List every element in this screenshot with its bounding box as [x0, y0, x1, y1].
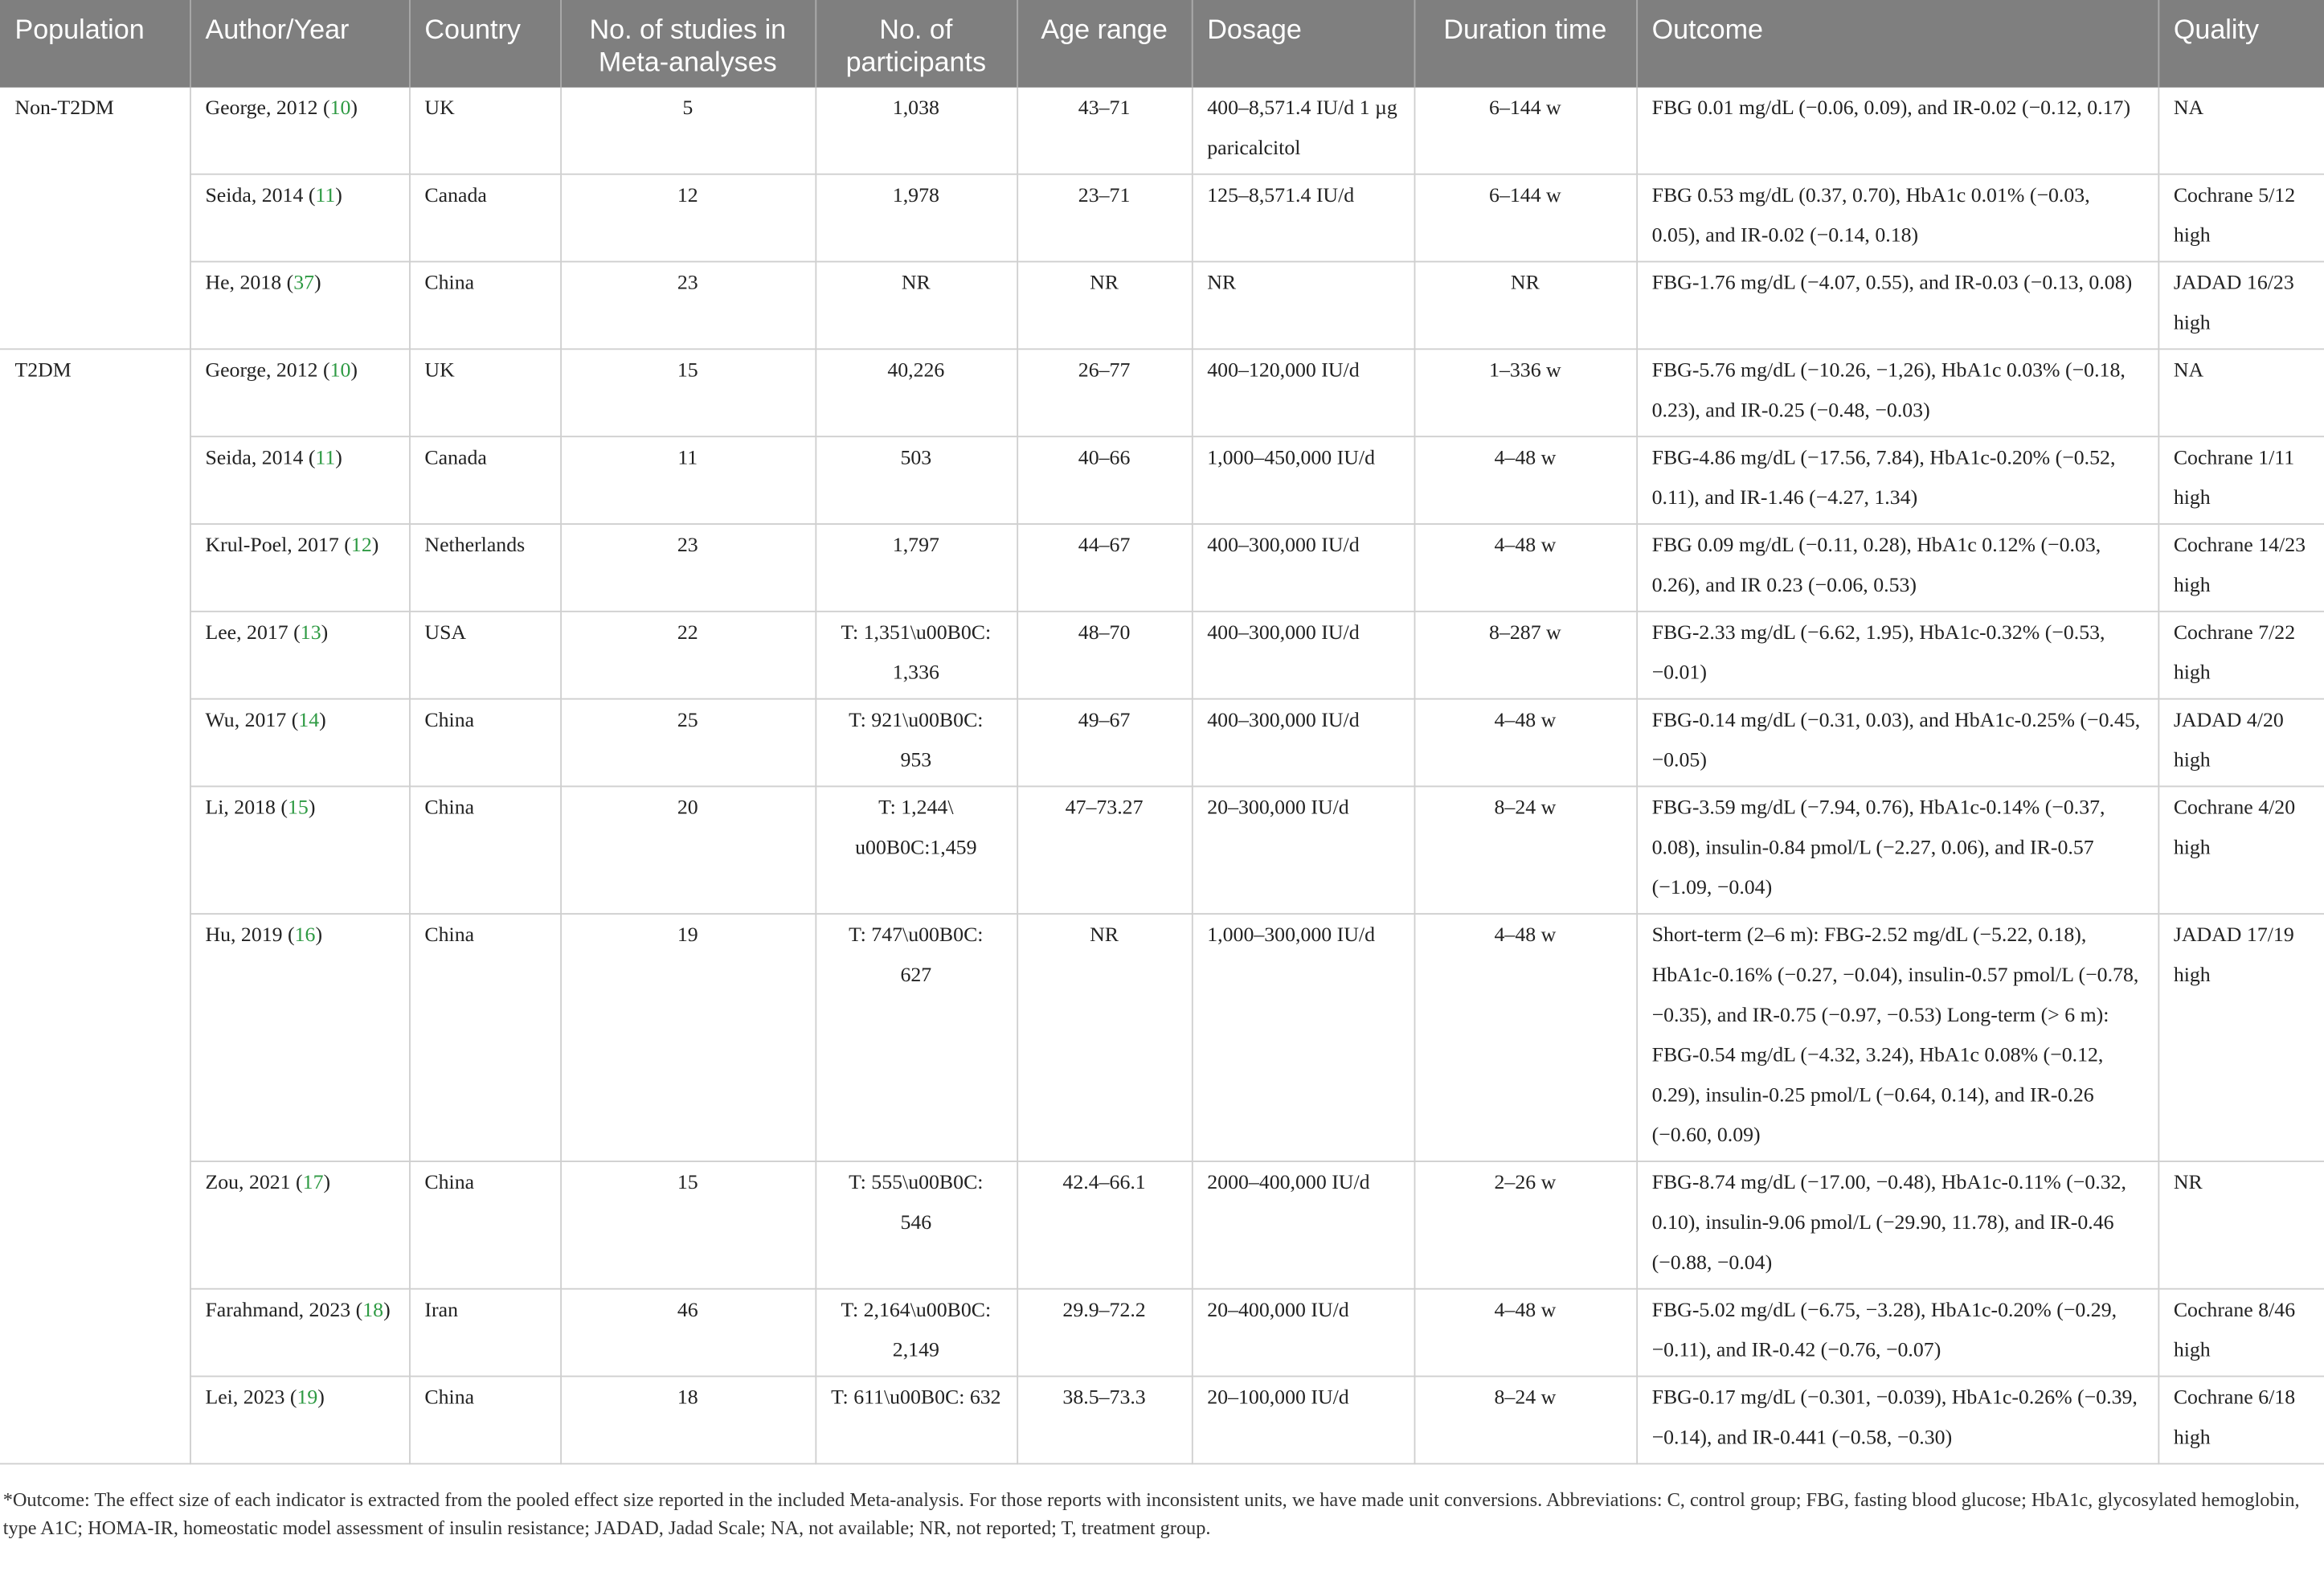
table-row — [0, 524, 2324, 612]
author-text-end: ) — [383, 1300, 391, 1323]
reference-link[interactable]: 11 — [315, 185, 336, 208]
cell-duration: 8–24 w — [1414, 1377, 1637, 1464]
cell-outcome: FBG-3.59 mg/dL (−7.94, 0.76), HbA1c-0.14% (−0.37, 0.08), insulin-0.84 pmol/L (−2.27, 0.06), and IR-0.57 (−1.09, −0.04) — [1636, 786, 2158, 914]
cell-dosage: 20–100,000 IU/d — [1192, 1377, 1414, 1464]
cell-quality: Cochrane 7/22 high — [2158, 612, 2324, 699]
cell-duration: 1–336 w — [1414, 349, 1637, 436]
header-studies: No. of studies in Meta-analyses — [560, 0, 815, 88]
cell-studies: 19 — [560, 914, 815, 1161]
cell-author — [190, 88, 409, 174]
cell-country: China — [409, 1377, 560, 1464]
cell-author — [190, 1289, 409, 1377]
cell-outcome: FBG-5.02 mg/dL (−6.75, −3.28), HbA1c-0.20% (−0.29, −0.11), and IR-0.42 (−0.76, −0.07) — [1636, 1289, 2158, 1377]
cell-outcome: FBG 0.53 mg/dL (0.37, 0.70), HbA1c 0.01% (−0.03, 0.05), and IR-0.02 (−0.14, 0.18) — [1636, 174, 2158, 262]
cell-population: Non-T2DM — [0, 88, 190, 350]
cell-studies: 5 — [560, 88, 815, 174]
cell-author — [190, 436, 409, 524]
cell-author — [190, 524, 409, 612]
cell-author — [190, 349, 409, 436]
cell-studies: 15 — [560, 1161, 815, 1289]
cell-participants: T: 921\u00B0C: 953 — [815, 699, 1017, 787]
cell-quality: JADAD 16/23 high — [2158, 262, 2324, 350]
cell-outcome: FBG-0.17 mg/dL (−0.301, −0.039), HbA1c-0.26% (−0.39, −0.14), and IR-0.441 (−0.58, −0.30) — [1636, 1377, 2158, 1464]
reference-link[interactable]: 16 — [294, 924, 316, 948]
author-text: Krul-Poel, 2017 ( — [205, 534, 351, 558]
author-text-end: ) — [315, 924, 323, 948]
author-text: Farahmand, 2023 ( — [205, 1300, 363, 1323]
table-row — [0, 1289, 2324, 1377]
cell-duration: 4–48 w — [1414, 699, 1637, 787]
cell-country: UK — [409, 349, 560, 436]
cell-dosage: 20–300,000 IU/d — [1192, 786, 1414, 914]
reference-link[interactable]: 10 — [329, 360, 351, 383]
cell-participants: T: 2,164\u00B0C: 2,149 — [815, 1289, 1017, 1377]
cell-quality: Cochrane 8/46 high — [2158, 1289, 2324, 1377]
cell-dosage: 400–300,000 IU/d — [1192, 612, 1414, 699]
cell-quality: JADAD 4/20 high — [2158, 699, 2324, 787]
cell-age-range: 42.4–66.1 — [1017, 1161, 1192, 1289]
cell-author — [190, 786, 409, 914]
author-text-end: ) — [350, 360, 358, 383]
author-text: Hu, 2019 ( — [205, 924, 295, 948]
reference-link[interactable]: 15 — [288, 797, 309, 820]
cell-dosage: 400–300,000 IU/d — [1192, 699, 1414, 787]
header-population: Population — [0, 0, 190, 88]
reference-link[interactable]: 13 — [300, 622, 321, 645]
cell-age-range: 47–73.27 — [1017, 786, 1192, 914]
cell-dosage: 1,000–300,000 IU/d — [1192, 914, 1414, 1161]
cell-quality: NA — [2158, 88, 2324, 174]
cell-duration: 8–287 w — [1414, 612, 1637, 699]
table-header-row — [0, 0, 2324, 88]
cell-age-range: 48–70 — [1017, 612, 1192, 699]
cell-country: Iran — [409, 1289, 560, 1377]
cell-duration: 2–26 w — [1414, 1161, 1637, 1289]
cell-country: UK — [409, 88, 560, 174]
table-row — [0, 1161, 2324, 1289]
cell-age-range: 49–67 — [1017, 699, 1192, 787]
table-footnote: *Outcome: The effect size of each indicator is extracted from the pooled effect size reported in the included Meta-analysis. For those reports with inconsistent units, we have made unit conversions. Abbreviations: C, control group; FBG, fasting blood glucose; HbA1c, glycosylated hemoglobin, type A1C; HOMA-IR, homeostatic model assessment of insulin resistance; JADAD, Jadad Scale; NA, not available; NR, not reported; T, treatment group. — [2, 1488, 2300, 1539]
cell-author — [190, 1377, 409, 1464]
header-quality: Quality — [2158, 0, 2324, 88]
cell-participants: 1,797 — [815, 524, 1017, 612]
cell-age-range: 43–71 — [1017, 88, 1192, 174]
cell-studies: 11 — [560, 436, 815, 524]
cell-dosage: 20–400,000 IU/d — [1192, 1289, 1414, 1377]
table-row — [0, 88, 2324, 174]
cell-outcome: FBG-8.74 mg/dL (−17.00, −0.48), HbA1c-0.11% (−0.32, 0.10), insulin-9.06 pmol/L (−29.90, 11.78), and IR-0.46 (−0.88, −0.04) — [1636, 1161, 2158, 1289]
cell-age-range: NR — [1017, 914, 1192, 1161]
table-row — [0, 699, 2324, 787]
cell-author — [190, 914, 409, 1161]
cell-studies: 12 — [560, 174, 815, 262]
reference-link[interactable]: 12 — [350, 534, 372, 558]
cell-studies: 15 — [560, 349, 815, 436]
cell-duration: 4–48 w — [1414, 524, 1637, 612]
cell-outcome: FBG 0.01 mg/dL (−0.06, 0.09), and IR-0.02 (−0.12, 0.17) — [1636, 88, 2158, 174]
cell-age-range: NR — [1017, 262, 1192, 350]
cell-outcome: FBG-0.14 mg/dL (−0.31, 0.03), and HbA1c-0.25% (−0.45, −0.05) — [1636, 699, 2158, 787]
table-row — [0, 349, 2324, 436]
cell-dosage: 1,000–450,000 IU/d — [1192, 436, 1414, 524]
author-text: Zou, 2021 ( — [205, 1172, 303, 1195]
cell-outcome: FBG-2.33 mg/dL (−6.62, 1.95), HbA1c-0.32% (−0.53, −0.01) — [1636, 612, 2158, 699]
cell-country: China — [409, 699, 560, 787]
author-text: Li, 2018 ( — [205, 797, 288, 820]
cell-age-range: 38.5–73.3 — [1017, 1377, 1192, 1464]
cell-participants: 503 — [815, 436, 1017, 524]
cell-duration: 6–144 w — [1414, 174, 1637, 262]
table-row — [0, 1377, 2324, 1464]
header-age-range: Age range — [1017, 0, 1192, 88]
cell-duration: 4–48 w — [1414, 914, 1637, 1161]
cell-country: China — [409, 1161, 560, 1289]
author-text-end: ) — [321, 622, 329, 645]
cell-studies: 18 — [560, 1377, 815, 1464]
author-text: He, 2018 ( — [205, 272, 294, 296]
cell-studies: 23 — [560, 524, 815, 612]
cell-country: China — [409, 786, 560, 914]
cell-participants: T: 1,244\ u00B0C:1,459 — [815, 786, 1017, 914]
table-row — [0, 262, 2324, 350]
author-text: Wu, 2017 ( — [205, 710, 299, 733]
cell-participants: T: 1,351\u00B0C: 1,336 — [815, 612, 1017, 699]
cell-duration: 4–48 w — [1414, 1289, 1637, 1377]
cell-author — [190, 174, 409, 262]
cell-country: USA — [409, 612, 560, 699]
cell-duration: 4–48 w — [1414, 436, 1637, 524]
cell-dosage: NR — [1192, 262, 1414, 350]
cell-quality: JADAD 17/19 high — [2158, 914, 2324, 1161]
table-row — [0, 914, 2324, 1161]
cell-outcome: FBG 0.09 mg/dL (−0.11, 0.28), HbA1c 0.12% (−0.03, 0.26), and IR 0.23 (−0.06, 0.53) — [1636, 524, 2158, 612]
table-row — [0, 612, 2324, 699]
author-text-end: ) — [335, 185, 342, 208]
author-text-end: ) — [319, 710, 326, 733]
author-text-end: ) — [335, 448, 342, 470]
author-text-end: ) — [317, 1387, 325, 1410]
author-text-end: ) — [314, 272, 321, 296]
cell-quality: NA — [2158, 349, 2324, 436]
cell-outcome: FBG-5.76 mg/dL (−10.26, −1,26), HbA1c 0.03% (−0.18, 0.23), and IR-0.25 (−0.48, −0.03) — [1636, 349, 2158, 436]
cell-quality: Cochrane 5/12 high — [2158, 174, 2324, 262]
author-text-end: ) — [371, 534, 379, 558]
cell-studies: 46 — [560, 1289, 815, 1377]
cell-country: Canada — [409, 174, 560, 262]
cell-participants: T: 747\u00B0C: 627 — [815, 914, 1017, 1161]
table-row — [0, 786, 2324, 914]
cell-age-range: 23–71 — [1017, 174, 1192, 262]
author-text-end: ) — [323, 1172, 331, 1195]
reference-link[interactable]: 11 — [315, 448, 336, 470]
cell-country: Netherlands — [409, 524, 560, 612]
cell-country: Canada — [409, 436, 560, 524]
author-text: Seida, 2014 ( — [205, 448, 316, 470]
cell-dosage: 400–300,000 IU/d — [1192, 524, 1414, 612]
cell-quality: Cochrane 1/11 high — [2158, 436, 2324, 524]
cell-quality: NR — [2158, 1161, 2324, 1289]
author-text: Lei, 2023 ( — [205, 1387, 297, 1410]
table-row — [0, 174, 2324, 262]
cell-participants: 1,978 — [815, 174, 1017, 262]
cell-age-range: 26–77 — [1017, 349, 1192, 436]
cell-dosage: 400–8,571.4 IU/d 1 µg paricalcitol — [1192, 88, 1414, 174]
cell-author — [190, 1161, 409, 1289]
cell-quality: Cochrane 4/20 high — [2158, 786, 2324, 914]
header-author-year: Author/Year — [190, 0, 409, 88]
cell-author — [190, 262, 409, 350]
cell-author — [190, 612, 409, 699]
cell-country: China — [409, 914, 560, 1161]
cell-population: T2DM — [0, 349, 190, 1463]
cell-studies: 22 — [560, 612, 815, 699]
cell-dosage: 125–8,571.4 IU/d — [1192, 174, 1414, 262]
cell-outcome: Short-term (2–6 m): FBG-2.52 mg/dL (−5.22, 0.18), HbA1c-0.16% (−0.27, −0.04), insulin-0.57 pmol/L (−0.78, −0.35), and IR-0.75 (−0.97, −0.53) Long-term (> 6 m): FBG-0.54 mg/dL (−4.32, 3.24), HbA1c 0.08% (−0.12, 0.29), insulin-0.25 pmol/L (−0.64, 0.14), and IR-0.26 (−0.60, 0.09) — [1636, 914, 2158, 1161]
author-text: George, 2012 ( — [205, 360, 330, 383]
cell-age-range: 29.9–72.2 — [1017, 1289, 1192, 1377]
author-text: George, 2012 ( — [205, 97, 330, 121]
reference-link[interactable]: 19 — [297, 1387, 318, 1410]
cell-outcome: FBG-4.86 mg/dL (−17.56, 7.84), HbA1c-0.20% (−0.52, 0.11), and IR-1.46 (−4.27, 1.34) — [1636, 436, 2158, 524]
cell-duration: 8–24 w — [1414, 786, 1637, 914]
cell-duration: NR — [1414, 262, 1637, 350]
author-text-end: ) — [350, 97, 358, 121]
header-outcome: Outcome — [1636, 0, 2158, 88]
cell-author — [190, 699, 409, 787]
cell-studies: 23 — [560, 262, 815, 350]
cell-dosage: 2000–400,000 IU/d — [1192, 1161, 1414, 1289]
reference-link[interactable]: 18 — [362, 1300, 384, 1323]
cell-dosage: 400–120,000 IU/d — [1192, 349, 1414, 436]
cell-participants: 40,226 — [815, 349, 1017, 436]
cell-country: China — [409, 262, 560, 350]
cell-participants: NR — [815, 262, 1017, 350]
author-text: Seida, 2014 ( — [205, 185, 316, 208]
reference-link[interactable]: 10 — [329, 97, 351, 121]
cell-studies: 20 — [560, 786, 815, 914]
cell-outcome: FBG-1.76 mg/dL (−4.07, 0.55), and IR-0.03 (−0.13, 0.08) — [1636, 262, 2158, 350]
header-duration: Duration time — [1414, 0, 1637, 88]
table-row — [0, 436, 2324, 524]
header-participants: No. of participants — [815, 0, 1017, 88]
author-text-end: ) — [308, 797, 316, 820]
cell-studies: 25 — [560, 699, 815, 787]
reference-link[interactable]: 37 — [293, 272, 315, 296]
cell-quality: Cochrane 6/18 high — [2158, 1377, 2324, 1464]
table-body — [0, 88, 2324, 1464]
cell-duration: 6–144 w — [1414, 88, 1637, 174]
reference-link[interactable]: 17 — [302, 1172, 324, 1195]
cell-participants: T: 555\u00B0C: 546 — [815, 1161, 1017, 1289]
author-text: Lee, 2017 ( — [205, 622, 301, 645]
cell-quality: Cochrane 14/23 high — [2158, 524, 2324, 612]
reference-link[interactable]: 14 — [298, 710, 320, 733]
cell-age-range: 44–67 — [1017, 524, 1192, 612]
cell-participants: 1,038 — [815, 88, 1017, 174]
header-dosage: Dosage — [1192, 0, 1414, 88]
header-country: Country — [409, 0, 560, 88]
cell-participants: T: 611\u00B0C: 632 — [815, 1377, 1017, 1464]
cell-age-range: 40–66 — [1017, 436, 1192, 524]
